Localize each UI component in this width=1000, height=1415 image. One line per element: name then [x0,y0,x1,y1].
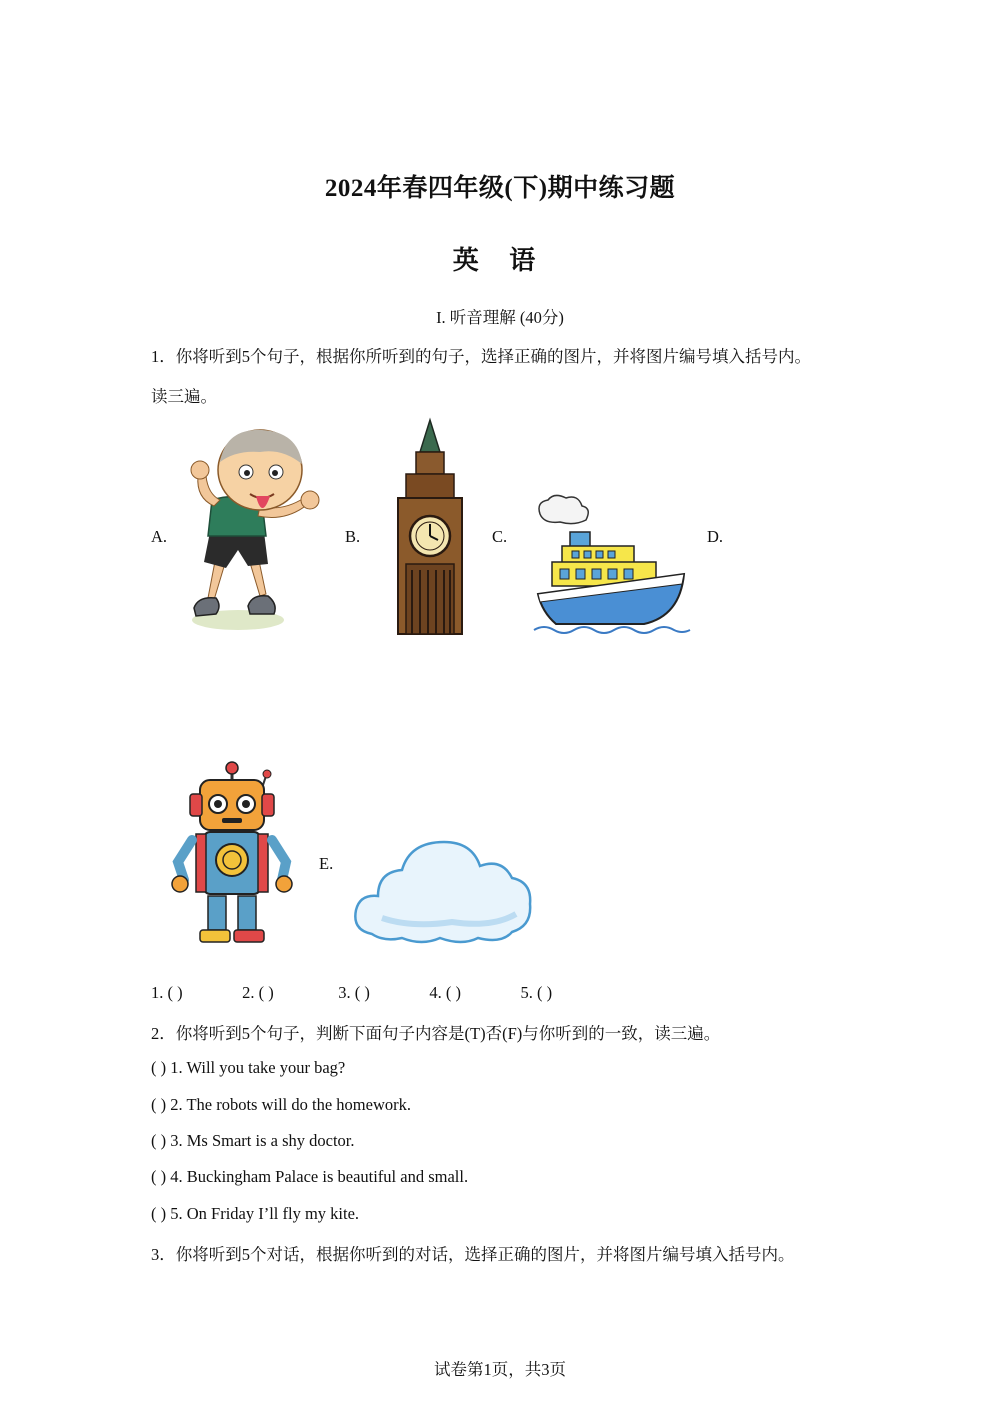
q2-item-4: ( ) 4. Buckingham Palace is beautiful and small. [151,1167,469,1186]
answer-slot-1[interactable]: 1. ( ) [151,983,183,1002]
robot-picture [166,762,300,946]
q2-item-3: ( ) 3. Ms Smart is a shy doctor. [151,1131,355,1150]
ship-picture [534,494,690,634]
q2-item-2: ( ) 2. The robots will do the homework. [151,1095,411,1114]
q3-instruction: 3．你将听到5个对话，根据你听到的对话，选择正确的图片，并将图片编号填入括号内。 [151,1245,795,1264]
answer-slot-3[interactable]: 3. ( ) [338,983,370,1002]
option-d-label: D. [707,527,724,546]
option-b-label: B. [345,527,361,546]
option-a-label: A. [151,527,168,546]
q1-answer-row [151,983,552,1003]
q2-item-1: ( ) 1. Will you take your bag? [151,1058,346,1077]
subject-title: 英 语 [452,246,548,275]
section-heading: I. 听音理解 (40分) [436,308,564,327]
q1-instruction: 1．你将听到5个句子，根据你所听到的句子，选择正确的图片，并将图片编号填入括号内。 [151,347,811,366]
clock-tower-picture [392,420,468,634]
answer-slot-2[interactable]: 2. ( ) [242,983,274,1002]
q1-instruction-cont: 读三遍。 [151,387,217,406]
option-e-label: E. [319,854,334,873]
page-footer: 试卷第1页，共3页 [434,1360,566,1379]
boy-picture [186,428,328,634]
cloud-picture [352,838,534,946]
q2-instruction: 2．你将听到5个句子，判断下面句子内容是(T)否(F)与你听到的一致，读三遍。 [151,1024,721,1043]
option-c-label: C. [492,527,508,546]
q2-item-5: ( ) 5. On Friday I’ll fly my kite. [151,1204,360,1223]
answer-slot-5[interactable]: 5. ( ) [520,983,553,1002]
answer-slot-4[interactable]: 4. ( ) [429,983,461,1002]
exam-title: 2024年春四年级(下)期中练习题 [324,175,676,202]
